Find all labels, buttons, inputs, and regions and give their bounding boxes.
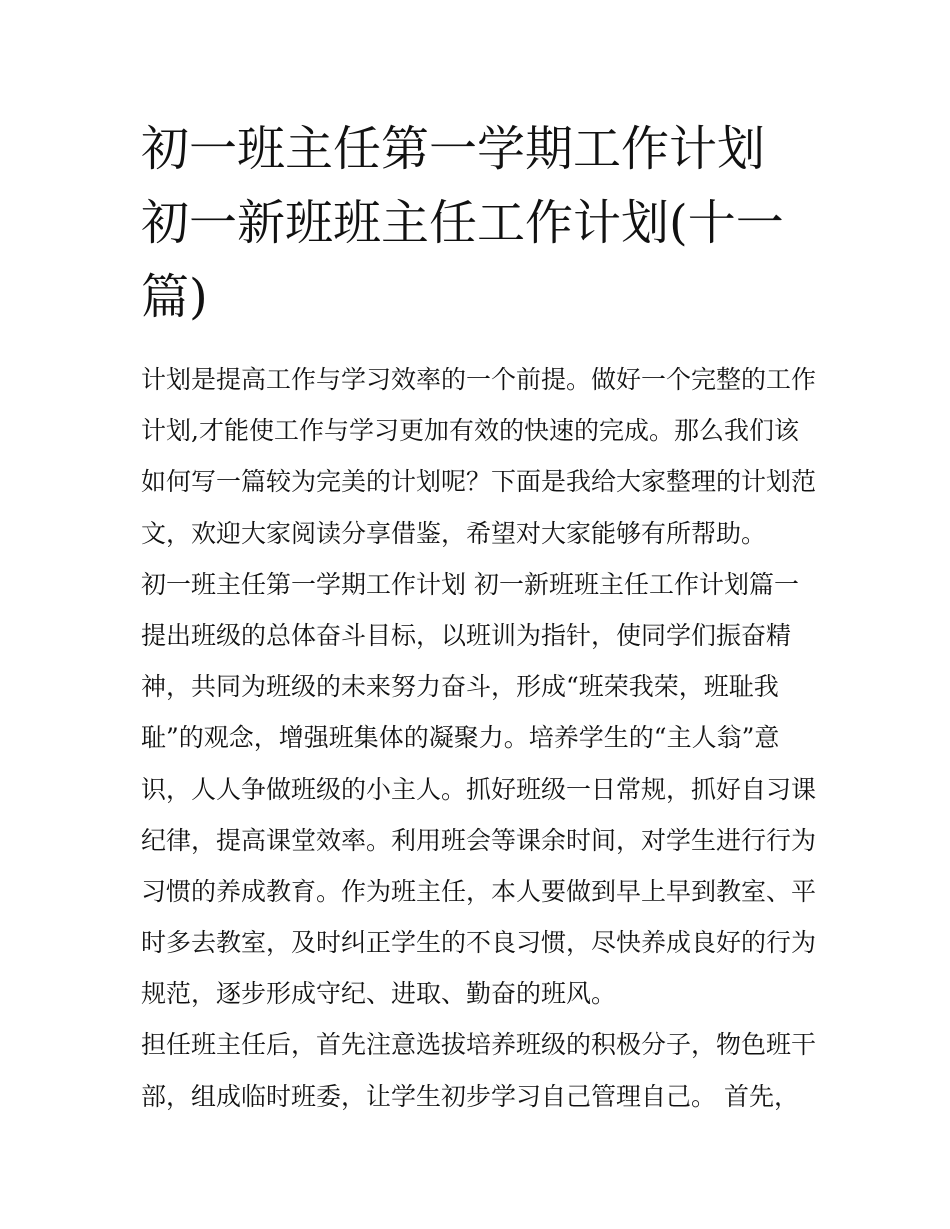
body-line: 担任班主任后，首先注意选拔培养班级的积极分子，物色班干 <box>141 1030 817 1060</box>
body-line: 计划,才能使工作与学习更加有效的快速的完成。那么我们该 <box>141 416 799 446</box>
body-line: 时多去教室，及时纠正学生的不良习惯，尽快养成良好的行为 <box>141 928 817 958</box>
body-line: 部，组成临时班委，让学生初步学习自己管理自己。 首先， <box>141 1081 799 1111</box>
body-line: 文，欢迎大家阅读分享借鉴，希望对大家能够有所帮助。 <box>141 518 767 548</box>
body-line: 习惯的养成教育。作为班主任，本人要做到早上早到教室、平 <box>141 876 817 906</box>
body-line: 识，人人争做班级的小主人。抓好班级一日常规，抓好自习课 <box>141 774 817 804</box>
body-line: 规范，逐步形成守纪、进取、勤奋的班风。 <box>141 979 617 1009</box>
document-title <box>141 112 821 334</box>
body-line: 耻”的观念，增强班集体的凝聚力。培养学生的“主人翁”意 <box>141 723 780 753</box>
body-line: 纪律，提高课堂效率。利用班会等课余时间，对学生进行行为 <box>141 825 817 855</box>
body-line: 计划是提高工作与学习效率的一个前提。做好一个完整的工作 <box>141 365 817 394</box>
body-line: 初一班主任第一学期工作计划 初一新班班主任工作计划篇一 <box>141 569 799 599</box>
body-line: 提出班级的总体奋斗目标，以班训为指针，使同学们振奋精 <box>141 620 792 650</box>
title-line: 初一新班班主任工作计划(十一 <box>141 195 784 251</box>
title-line: 初一班主任第一学期工作计划 <box>141 121 766 177</box>
document-page <box>141 112 821 1122</box>
title-line: 篇) <box>141 269 208 325</box>
body-line: 如何写一篇较为完美的计划呢？下面是我给大家整理的计划范 <box>141 467 817 497</box>
body-line: 神，共同为班级的未来努力奋斗，形成“班荣我荣，班耻我 <box>141 672 779 702</box>
document-body <box>141 354 821 1122</box>
